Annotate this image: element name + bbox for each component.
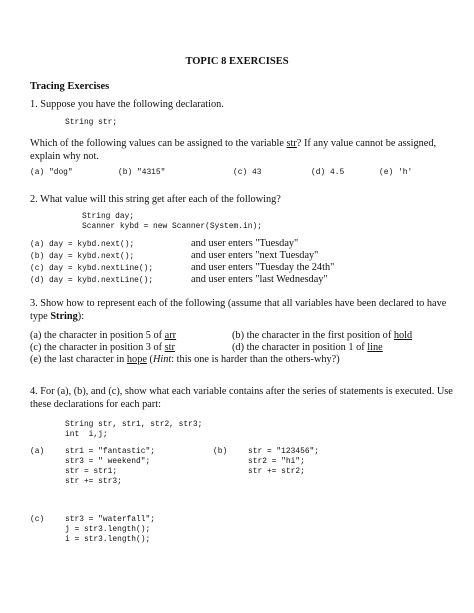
question-4-decl-2: int i,j; (65, 430, 108, 439)
question-1-option-a: (a) "dog" (30, 168, 73, 177)
question-4-decl-1: String str, str1, str2, str3; (65, 420, 203, 429)
question-2-row-b-code: (b) day = kybd.next(); (30, 252, 135, 261)
question-1-option-c: (c) 43 (233, 168, 262, 177)
question-2-code-1: String day; (82, 212, 135, 221)
question-1-option-b: (b) "4315" (118, 168, 166, 177)
question-1-option-e: (e) 'h' (379, 168, 413, 177)
question-4-part-a-line-3: str = str1; (65, 467, 118, 476)
question-1-body-before: Which of the following values can be assigned to the variable (30, 138, 287, 149)
question-3-item-b: (b) the character in the first position of hold (232, 330, 413, 341)
question-4-part-a-label: (a) (30, 447, 45, 456)
question-4-part-b-line-2: str2 = "hi"; (248, 457, 305, 466)
question-2-row-c-input: and user enters "Tuesday the 24th" (191, 262, 335, 273)
question-4-part-a-line-4: str += str3; (65, 477, 122, 486)
question-4-text: 4. For (a), (b), and (c), show what each variable contains after the series of statements is executed. Use these declarations for each part: (30, 386, 453, 410)
question-4-part-a-line-1: str1 = "fantastic"; (65, 447, 155, 456)
section-heading: Tracing Exercises (30, 81, 110, 92)
question-1-body-after: ? If any value cannot be assigned, explain why not. (30, 138, 437, 162)
question-2-code-2: Scanner kybd = new Scanner(System.in); (82, 222, 262, 231)
question-4-part-c-label: (c) (30, 515, 45, 524)
question-2-row-b-input: and user enters "next Tuesday" (191, 250, 319, 261)
question-2-row-a-input: and user enters "Tuesday" (191, 238, 299, 249)
question-3-type-name: String (50, 310, 78, 322)
question-2-row-d-code: (d) day = kybd.nextLine(); (30, 276, 154, 285)
question-3-item-a: (a) the character in position 5 of arr (30, 330, 177, 341)
question-1-var: str (286, 138, 297, 149)
page-title: TOPIC 8 EXERCISES (185, 56, 289, 67)
question-4-part-c-line-1: str3 = "waterfall"; (65, 515, 155, 524)
question-1-text: 1. Suppose you have the following declaration. (30, 99, 224, 110)
question-4-part-b-label: (b) (213, 447, 228, 456)
question-2-row-d-input: and user enters "last Wednesday" (191, 274, 328, 285)
question-4-part-c-line-2: j = str3.length(); (65, 525, 151, 534)
question-2-text: 2. What value will this string get after each of the following? (30, 194, 281, 205)
question-1-body (30, 138, 455, 163)
question-4-part-a-line-2: str3 = " weekend"; (65, 457, 151, 466)
question-3-item-d: (d) the character in position 1 of line (232, 342, 383, 353)
question-1-option-d: (d) 4.5 (311, 168, 345, 177)
question-3-text: 3. Show how to represent each of the following (assume that all variables have been declared to have type String): (30, 298, 447, 322)
question-1-code: String str; (65, 118, 118, 127)
question-3-item-e: (e) the last character in hope (Hint: this one is harder than the others-why?) (30, 354, 340, 365)
question-4-part-b-line-1: str = "123456"; (248, 447, 320, 456)
question-2-row-a-code: (a) day = kybd.next(); (30, 240, 135, 249)
question-3-item-c: (c) the character in position 3 of str (30, 342, 175, 353)
question-4-part-c-line-3: i = str3.length(); (65, 535, 151, 544)
question-4-part-b-line-3: str += str2; (248, 467, 305, 476)
question-2-row-c-code: (c) day = kybd.nextLine(); (30, 264, 154, 273)
